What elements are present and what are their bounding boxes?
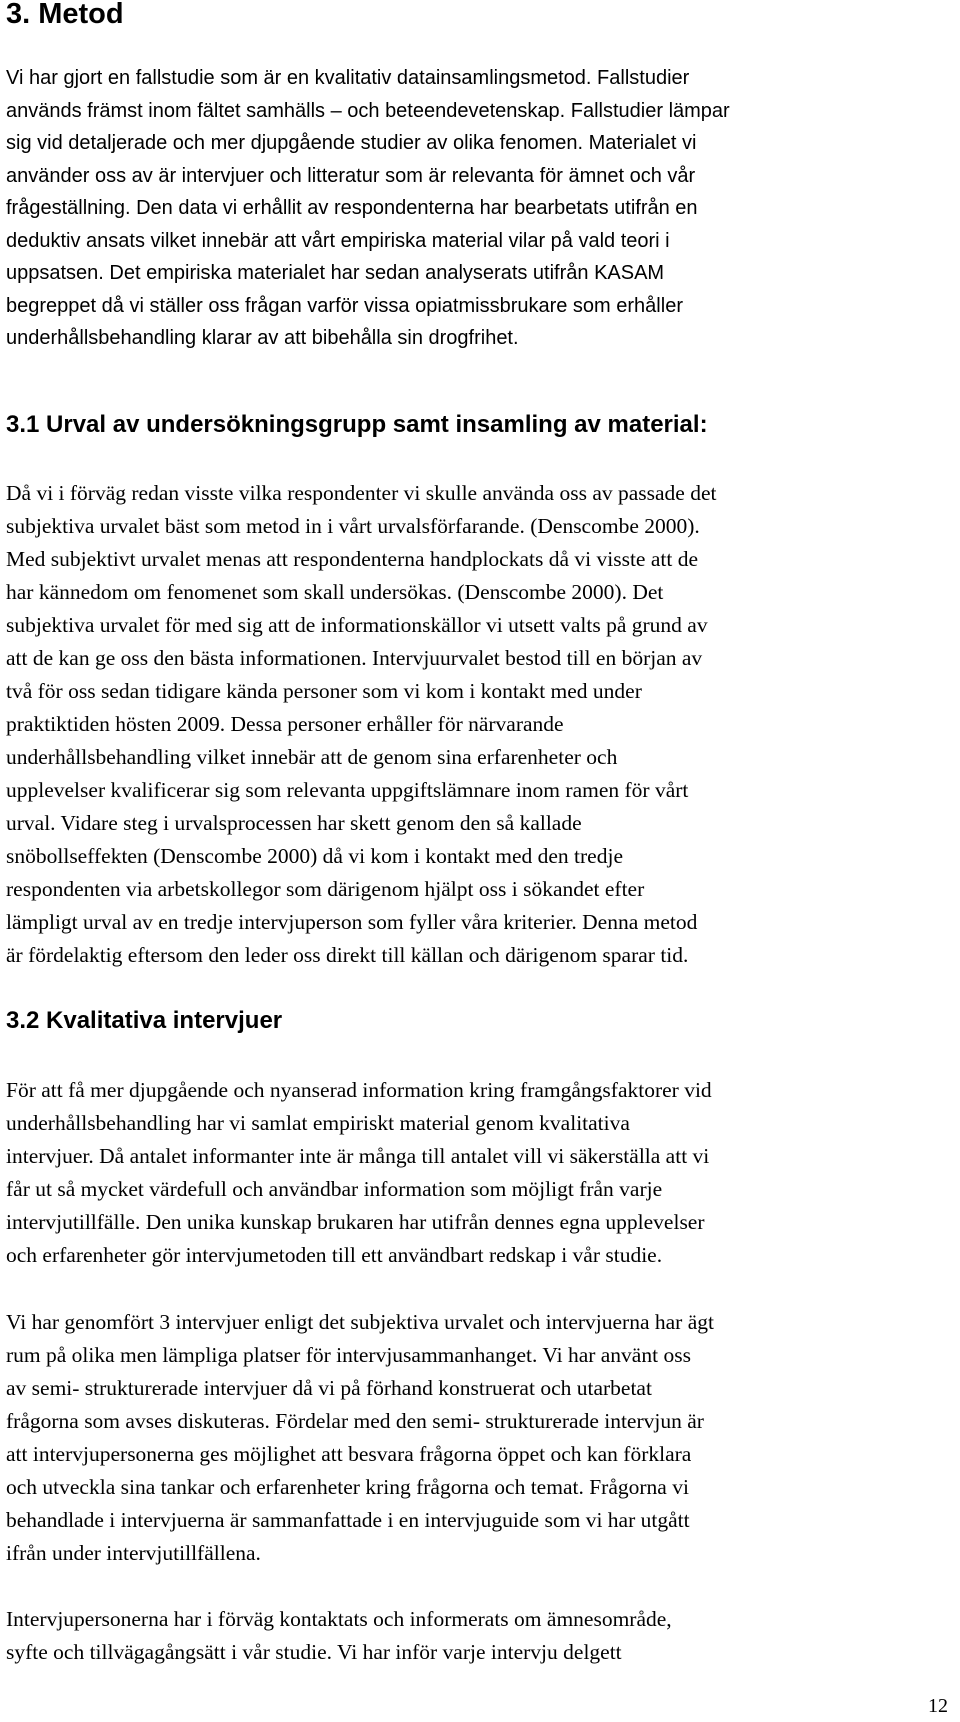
text-line: att intervjupersonerna ges möjlighet att besvara frågorna öppet och kan förklara bbox=[6, 1442, 692, 1466]
text-line: deduktiv ansats vilket innebär att vårt empiriska material vilar på vald teori i bbox=[6, 229, 670, 252]
text-line: Vi har gjort en fallstudie som är en kvalitativ datainsamlingsmetod. Fallstudier bbox=[6, 67, 690, 89]
text-line: ifrån under intervjutillfällena. bbox=[6, 1541, 261, 1565]
text-line: Då vi i förväg redan visste vilka respondenter vi skulle använda oss av passade det bbox=[6, 481, 717, 505]
text-line: intervjutillfälle. Den unika kunskap brukaren har utifrån dennes egna upplevelser bbox=[6, 1210, 705, 1234]
text-line: respondenten via arbetskollegor som därigenom hjälpt oss i sökandet efter bbox=[6, 877, 645, 901]
text-line: Intervjupersonerna har i förväg kontaktats och informerats om ämnesområde, bbox=[6, 1607, 672, 1631]
text-line: behandlade i intervjuerna är sammanfattade i en intervjuguide som vi har utgått bbox=[6, 1508, 690, 1532]
text-line: urval. Vidare steg i urvalsprocessen har skett genom den så kallade bbox=[6, 811, 582, 835]
text-line: frågorna som avses diskuteras. Fördelar med den semi- strukturerade intervjun är bbox=[6, 1409, 704, 1433]
intervjuer-paragraph-1 bbox=[6, 1074, 712, 1272]
text-line: och erfarenheter gör intervjumetoden till ett användbart redskap i vår studie. bbox=[6, 1243, 663, 1267]
text-line: För att få mer djupgående och nyanserad information kring framgångsfaktorer vid bbox=[6, 1078, 712, 1102]
text-line: har kännedom om fenomenet som skall undersökas. (Denscombe 2000). Det bbox=[6, 580, 664, 604]
intervjuer-paragraph-3 bbox=[6, 1603, 672, 1669]
section-heading-urval: 3.1 Urval av undersökningsgrupp samt insamling av material: bbox=[6, 411, 708, 438]
text-line: intervjuer. Då antalet informanter inte är många till antalet vill vi säkerställa att vi bbox=[6, 1144, 710, 1168]
text-line: är fördelaktig eftersom den leder oss direkt till källan och därigenom sparar tid. bbox=[6, 943, 689, 967]
text-line: rum på olika men lämpliga platser för intervjusammanhanget. Vi har använt oss bbox=[6, 1343, 691, 1367]
text-line: underhållsbehandling vilket innebär att de genom sina erfarenheter och bbox=[6, 745, 618, 769]
text-line: praktiktiden hösten 2009. Dessa personer erhåller för närvarande bbox=[6, 712, 564, 736]
section-heading-metod: 3. Metod bbox=[6, 0, 124, 30]
text-line: frågeställning. Den data vi erhållit av respondenterna har bearbetats utifrån en bbox=[6, 197, 698, 219]
text-line: och utveckla sina tankar och erfarenheter kring frågorna och temat. Frågorna vi bbox=[6, 1475, 689, 1499]
text-line: syfte och tillvägagångsätt i vår studie. Vi har inför varje intervju delgett bbox=[6, 1640, 622, 1664]
section-heading-kvalitativa-intervjuer: 3.2 Kvalitativa intervjuer bbox=[6, 1007, 283, 1034]
page-number: 12 bbox=[928, 1695, 948, 1717]
text-line: att de kan ge oss den bästa informationen. Intervjuurvalet bestod till en början av bbox=[6, 646, 703, 670]
urval-paragraph bbox=[6, 477, 717, 972]
text-line: två för oss sedan tidigare kända personer som vi kom i kontakt med under bbox=[6, 679, 642, 703]
text-line: av semi- strukturerade intervjuer då vi på förhand konstruerat och utarbetat bbox=[6, 1376, 652, 1400]
text-line: lämpligt urval av en tredje intervjuperson som fyller våra kriterier. Denna metod bbox=[6, 910, 698, 934]
text-line: uppsatsen. Det empiriska materialet har sedan analyserats utifrån KASAM bbox=[6, 262, 665, 284]
text-line: underhållsbehandling har vi samlat empiriskt material genom kvalitativa bbox=[6, 1111, 630, 1135]
text-line: begreppet då vi ställer oss frågan varför vissa opiatmissbrukare som erhåller bbox=[6, 294, 683, 317]
text-line: snöbollseffekten (Denscombe 2000) då vi kom i kontakt med den tredje bbox=[6, 844, 623, 868]
text-line: subjektiva urvalet bäst som metod in i vårt urvalsförfarande. (Denscombe 2000). bbox=[6, 514, 700, 538]
text-line: subjektiva urvalet för med sig att de informationskällor vi utsett valts på grund av bbox=[6, 613, 708, 637]
text-line: Vi har genomfört 3 intervjuer enligt det subjektiva urvalet och intervjuerna har ägt bbox=[6, 1310, 714, 1334]
metod-paragraph bbox=[6, 62, 730, 355]
text-line: underhållsbehandling klarar av att bibehålla sin drogfrihet. bbox=[6, 327, 519, 349]
intervjuer-paragraph-2 bbox=[6, 1306, 714, 1570]
text-line: Med subjektivt urvalet menas att respondenterna handplockats då vi visste att de bbox=[6, 547, 698, 571]
text-line: får ut så mycket värdefull och användbar information som möjligt från varje bbox=[6, 1177, 663, 1201]
text-line: upplevelser kvalificerar sig som relevanta uppgiftslämnare inom ramen för vårt bbox=[6, 778, 689, 802]
text-line: använder oss av är intervjuer och litteratur som är relevanta för ämnet och vår bbox=[6, 164, 696, 187]
text-line: sig vid detaljerade och mer djupgående studier av olika fenomen. Materialet vi bbox=[6, 132, 697, 154]
text-line: används främst inom fältet samhälls – och beteendevetenskap. Fallstudier lämpar bbox=[6, 99, 730, 122]
